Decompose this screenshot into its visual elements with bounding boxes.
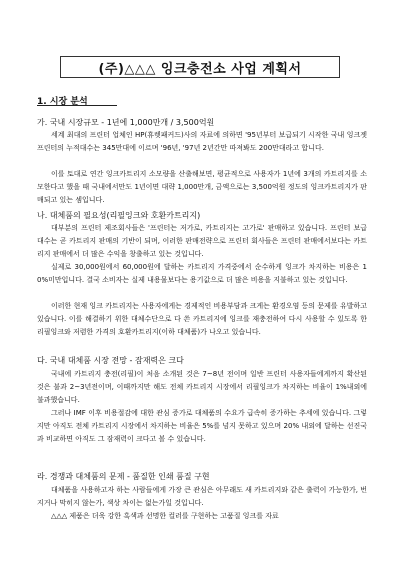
paragraph-text: 그러나 IMF 이후 비용절감에 대한 관심 증가로 대체품의 수요가 급속히 증가하는 추세에 있습니다. 그렇지만 아직도 전체 카트리지 시장에서 차지하는 비율은 5%를 넘지 못하고 있으며 20% 내외에 달하는 선진국과 비교하면 아직도 그 잠재력이 크다고 볼 수 있습니다. bbox=[37, 409, 367, 443]
paragraph-substitute-need-3 bbox=[37, 300, 367, 339]
subsection-heading-market-outlook: 다. 국내 대체품 시장 전망 - 잠재력은 크다 bbox=[37, 356, 184, 365]
paragraph-substitute-need-1 bbox=[37, 222, 367, 261]
paragraph-market-size-1 bbox=[37, 129, 367, 155]
paragraph-quality-2 bbox=[37, 510, 367, 523]
section-heading-underline bbox=[37, 105, 117, 106]
paragraph-text: 대부분의 프린터 제조회사들은 '프린터는 저가로, 카트리지는 고가로' 판매하고 있습니다. 프린터 보급 대수는 곧 카트리지 판매의 기반이 되며, 이러한 판매전략으로 프린터 회사들은 프린터 판매에서보다는 카트리지 판매에서 더 많은 수익을 창출하고 있는 것입니다. bbox=[37, 224, 367, 258]
paragraph-text: △△△ 제품은 더욱 강한 흑색과 선명한 컬러를 구현하는 고품질 잉크를 자료 bbox=[51, 512, 279, 520]
subsection-heading-quality: 라. 경쟁과 대체품의 문제 - 품질한 인쇄 품질 구현 bbox=[37, 472, 210, 481]
paragraph-text: 대체품을 사용하고자 하는 사람들에게 가장 큰 관심은 아무래도 새 카트리지와 같은 출력이 가능한가, 번지거나 막히지 않는가, 색상 차이는 없는가일 것입니다. bbox=[37, 486, 367, 507]
document-title: (주)△△△ 잉크충전소 사업 계획서 bbox=[60, 56, 340, 78]
paragraph-text: 이러한 현재 잉크 카트리지는 사용자에게는 경제적인 비용부담과 크게는 환경오염 등의 문제를 유발하고 있습니다. 이를 해결하기 위한 대체수단으로 다 쓴 카트리지에 잉크를 재충전하여 다시 사용할 수 있도록 한 리필잉크와 저렴한 가격의 호환카트리지(이하 대체품)가 나오고 있습니다. bbox=[37, 302, 367, 336]
paragraph-market-size-2 bbox=[37, 168, 367, 207]
subsection-heading-market-size: 가. 국내 시장규모 - 1년에 1,000만개 / 3,500억원 bbox=[37, 118, 215, 127]
paragraph-text: 세계 최대의 프린터 업체인 HP(휴렛패커드)사의 자료에 의하면 '95년부터 보급되기 시작한 국내 잉크젯 프린터의 누적대수는 345만대에 이르며 '96년, '97년 2년간만 따져봐도 200만대라고 합니다. bbox=[37, 131, 367, 152]
paragraph-market-outlook-2 bbox=[37, 407, 367, 446]
paragraph-substitute-need-2 bbox=[37, 261, 367, 287]
paragraph-text: 이를 토대로 연간 잉크카트리지 소모량을 산출해보면, 평균적으로 사용자가 1년에 3개의 카트리지를 소모한다고 했을 때 국내에서만도 1년이면 대략 1,000만개, 금액으로는 3,500억원 정도의 잉크카트리지가 판매되고 있는 셈입니다. bbox=[37, 170, 367, 204]
paragraph-market-outlook-1 bbox=[37, 368, 367, 407]
subsection-heading-substitute-need: 나. 대체품의 필요성(리필잉크와 호환카트리지) bbox=[37, 211, 201, 220]
paragraph-text: 실제로 30,000원에서 60,000원에 달하는 카트리지 가격중에서 순수하게 잉크가 차지하는 비용은 10%미만입니다. 결국 소비자는 실제 내용물보다는 용기값으로 더 많은 비용을 지불하고 있는 것입니다. bbox=[37, 263, 367, 284]
section-heading-market-analysis: 1. 시장 분석 bbox=[37, 97, 88, 107]
paragraph-text: 국내에 카트리지 충전(리필)이 처음 소개된 것은 7~8년 전이며 일반 프린터 사용자들에게까지 확산된 것은 불과 2~3년전이며, 이때까지만 해도 전체 카트리지 시장에서 리필잉크가 차지하는 비율이 1%내외에 불과했습니다. bbox=[37, 370, 367, 404]
paragraph-quality-1 bbox=[37, 484, 367, 510]
